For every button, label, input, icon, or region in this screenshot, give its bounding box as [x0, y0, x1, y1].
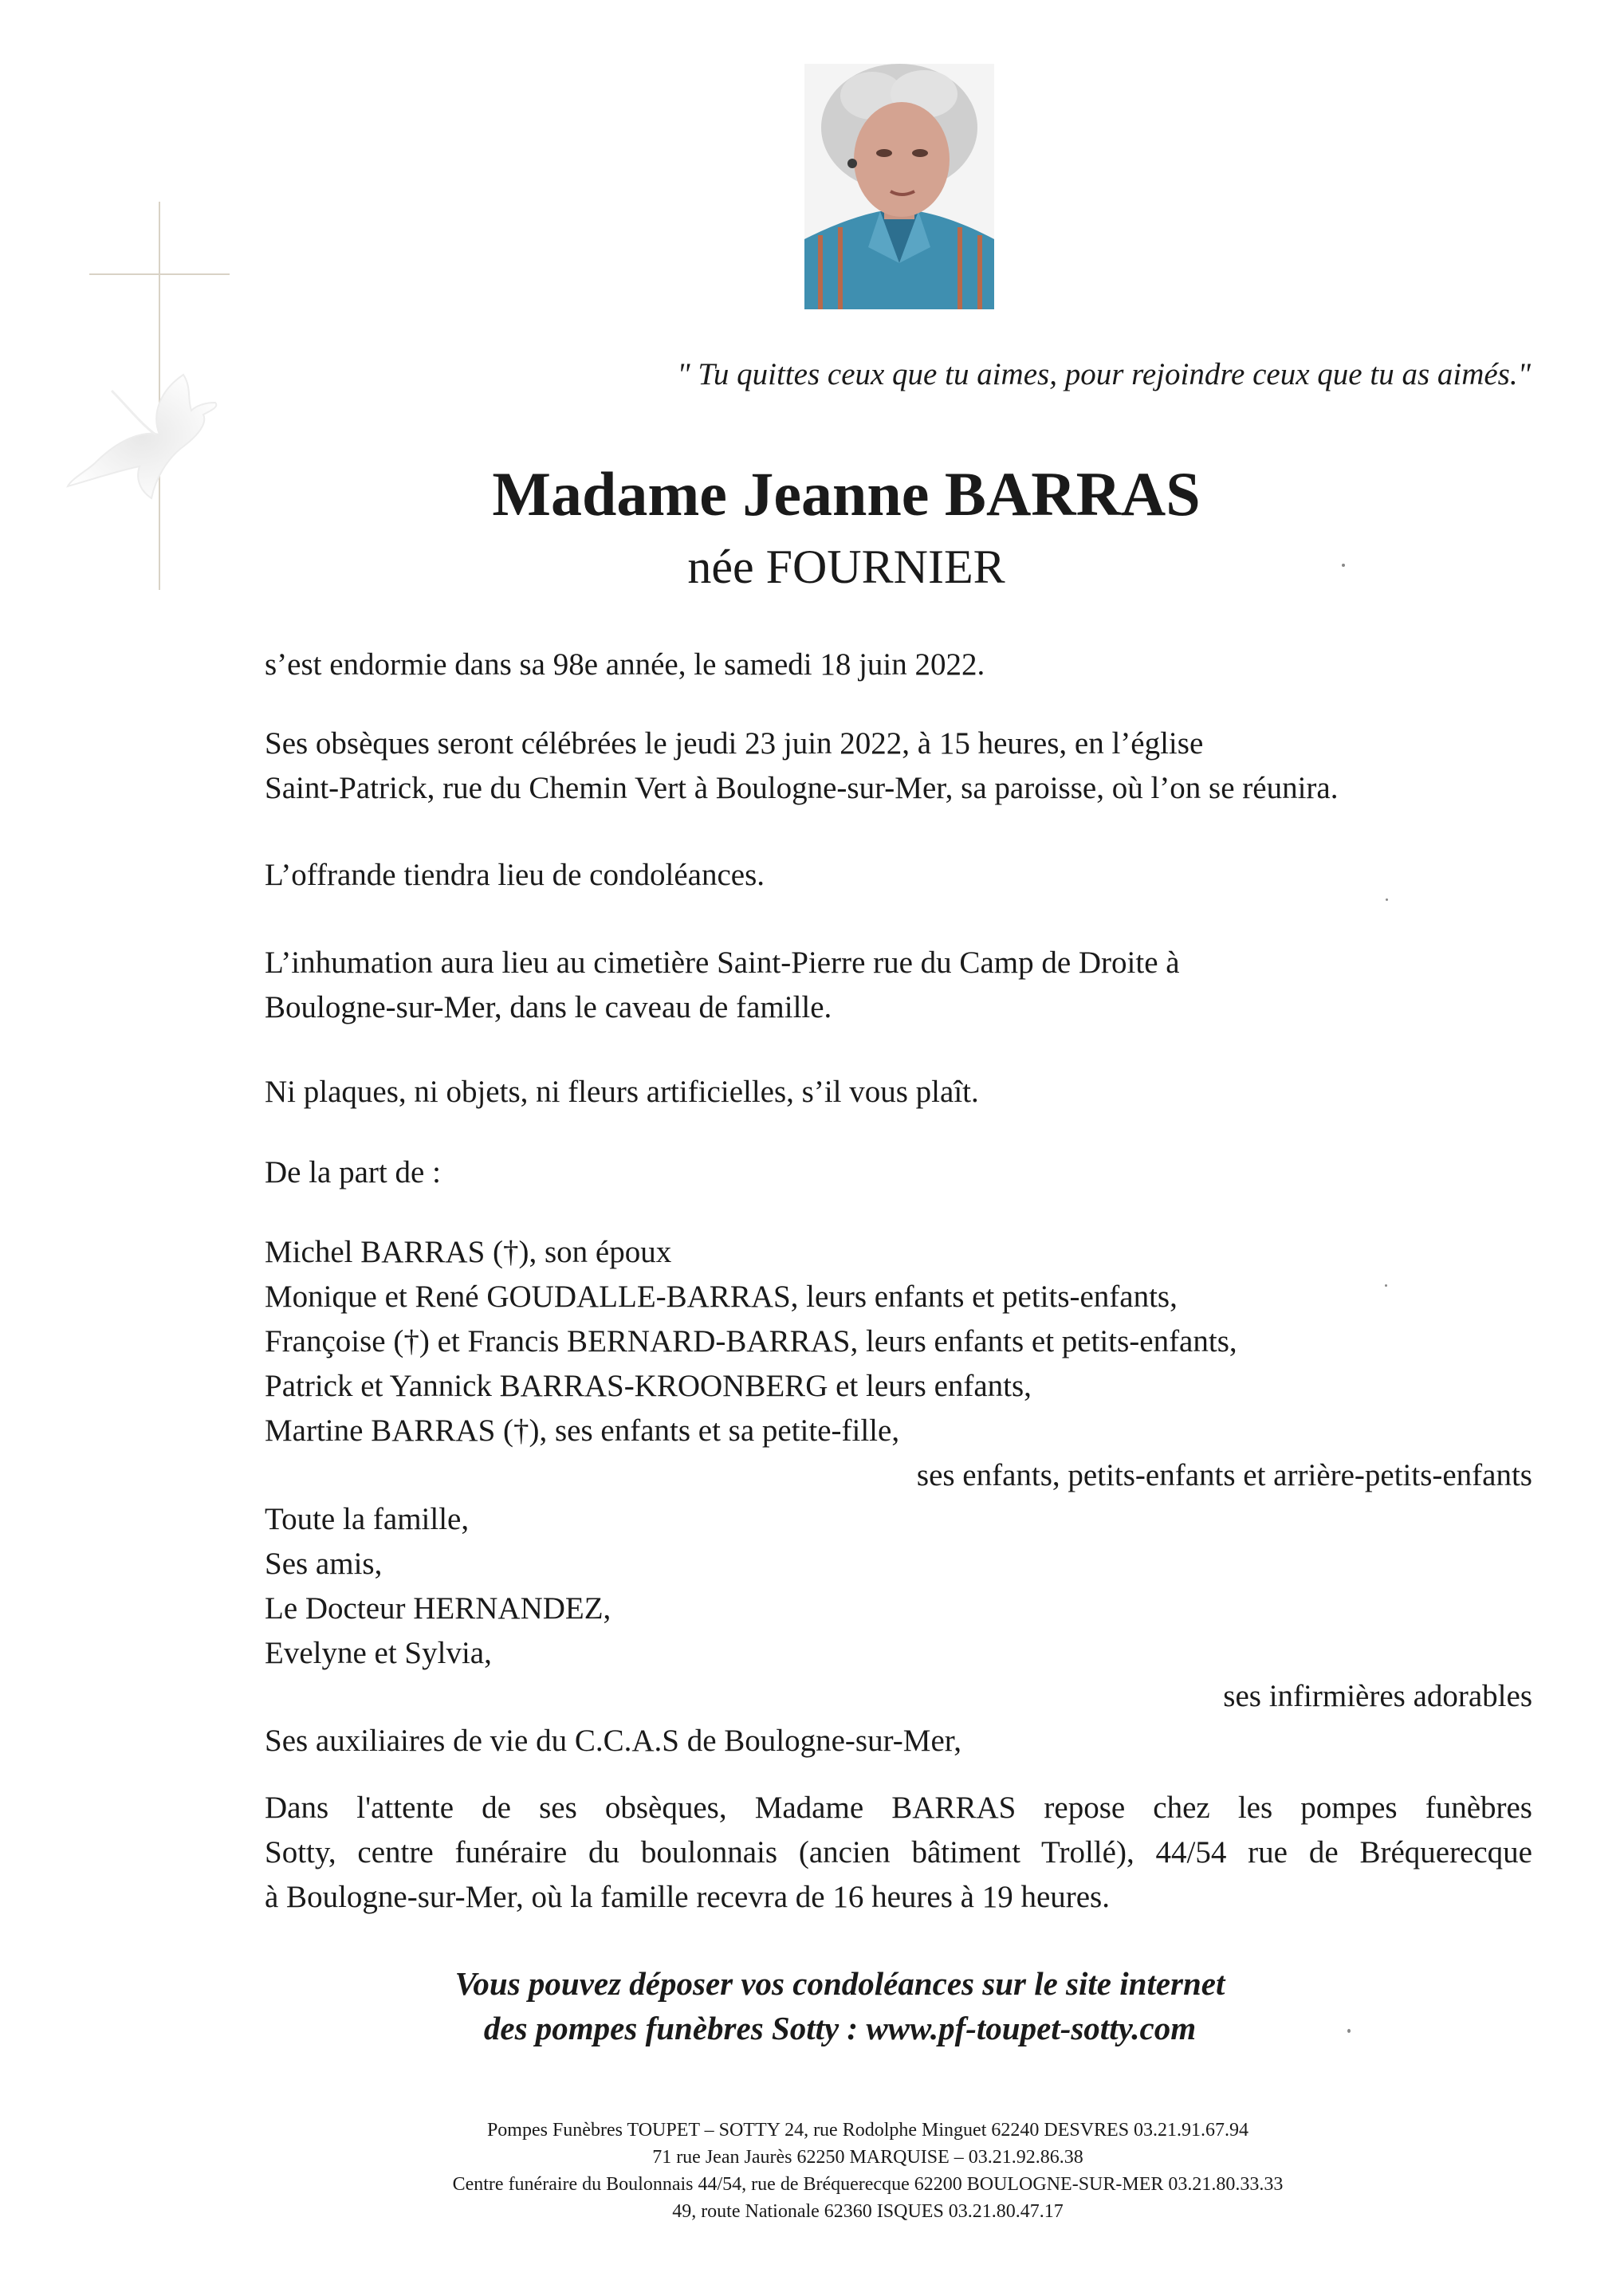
family-member: Martine BARRAS (†), ses enfants et sa petite-fille,: [265, 1413, 900, 1448]
others-item: Le Docteur HERNANDEZ,: [265, 1591, 611, 1626]
no-flowers-note: Ni plaques, ni objets, ni fleurs artificielles, s’il vous plaît.: [265, 1075, 979, 1109]
rest-line: Sotty, centre funéraire du boulonnais (ancien bâtiment Trollé), 44/54 rue de Bréquerecque: [265, 1835, 1532, 1869]
rest-line: Dans l'attente de ses obsèques, Madame BARRAS repose chez les pompes funèbres: [265, 1791, 1532, 1825]
footer-line: 49, route Nationale 62360 ISQUES 03.21.80.47.17: [672, 2201, 1064, 2222]
condolences-line: Vous pouvez déposer vos condoléances sur le site internet: [454, 1965, 1225, 2002]
family-list: [265, 1230, 1237, 1453]
maiden-name: née FOURNIER: [687, 541, 1005, 593]
condolences-notice: [0, 1961, 1624, 2050]
family-member: Monique et René GOUDALLE-BARRAS, leurs enfants et petits-enfants,: [265, 1280, 1178, 1314]
burial-line: Boulogne-sur-Mer, dans le caveau de famille.: [265, 990, 832, 1024]
footer-line: Pompes Funèbres TOUPET – SOTTY 24, rue Rodolphe Minguet 62240 DESVRES 03.21.91.67.94: [486, 2120, 1249, 2141]
nurses-line: ses infirmières adorables: [1223, 1679, 1532, 1713]
funeral-line: Ses obsèques seront célébrées le jeudi 23 juin 2022, à 15 heures, en l’église: [265, 726, 1204, 761]
others-item: Toute la famille,: [265, 1502, 470, 1536]
funeral-home-footer: [0, 2117, 1624, 2225]
family-member: Michel BARRAS (†), son époux: [265, 1235, 672, 1269]
others-item: Evelyne et Sylvia,: [265, 1636, 492, 1670]
auxiliaries-line: Ses auxiliaires de vie du C.C.A.S de Boulogne-sur-Mer,: [265, 1724, 961, 1758]
rest-paragraph: [265, 1786, 1532, 1920]
scan-speck: [1386, 898, 1388, 901]
scan-speck: [1347, 2029, 1351, 2033]
from-label: De la part de :: [265, 1155, 441, 1189]
scan-speck: [1385, 1284, 1387, 1287]
funeral-details: [265, 721, 1338, 811]
family-member: Françoise (†) et Francis BERNARD-BARRAS, leurs enfants et petits-enfants,: [265, 1324, 1237, 1358]
others-item: Ses amis,: [265, 1547, 383, 1581]
death-announcement: s’est endormie dans sa 98e année, le samedi 18 juin 2022.: [265, 647, 985, 682]
portrait-photo: [804, 64, 994, 309]
condolences-line: des pompes funèbres Sotty : www.pf-toupet-sotty.com: [483, 2010, 1197, 2046]
offering-note: L’offrande tiendra lieu de condoléances.: [265, 858, 765, 892]
deceased-name: Madame Jeanne BARRAS: [492, 459, 1201, 529]
others-list: [265, 1497, 611, 1676]
scan-speck: [1342, 564, 1345, 567]
family-member: Patrick et Yannick BARRAS-KROONBERG et leurs enfants,: [265, 1369, 1032, 1403]
epitaph-quote: " Tu quittes ceux que tu aimes, pour rejoindre ceux que tu as aimés.": [677, 357, 1531, 391]
burial-line: L’inhumation aura lieu au cimetière Saint-Pierre rue du Camp de Droite à: [265, 946, 1180, 980]
family-tail: ses enfants, petits-enfants et arrière-petits-enfants: [916, 1458, 1532, 1492]
burial-details: [265, 941, 1180, 1030]
footer-line: 71 rue Jean Jaurès 62250 MARQUISE – 03.21.92.86.38: [652, 2147, 1083, 2168]
rest-line: à Boulogne-sur-Mer, où la famille recevra de 16 heures à 19 heures.: [265, 1880, 1110, 1914]
footer-line: Centre funéraire du Boulonnais 44/54, rue de Bréquerecque 62200 BOULOGNE-SUR-MER 03.21.80.33.33: [452, 2174, 1284, 2195]
funeral-line: Saint-Patrick, rue du Chemin Vert à Boulogne-sur-Mer, sa paroisse, où l’on se réunira.: [265, 771, 1339, 805]
